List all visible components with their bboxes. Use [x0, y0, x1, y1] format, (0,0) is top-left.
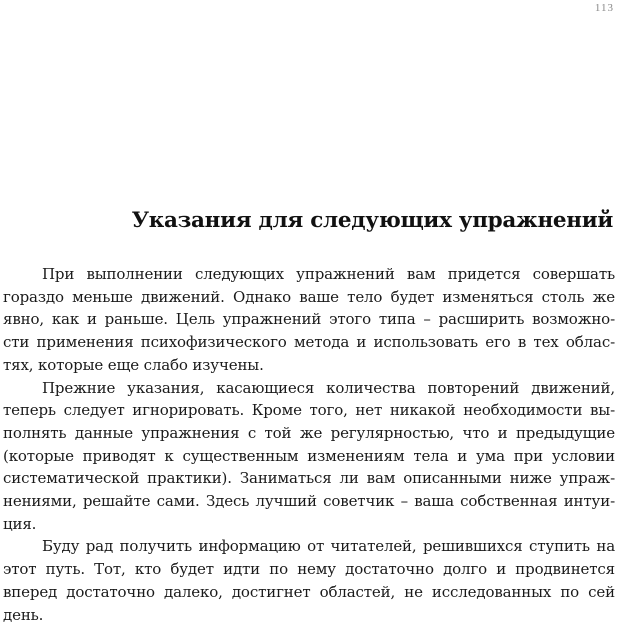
- text-line: При выполнении следующих упражнений вам придется совершать: [42, 265, 615, 283]
- page-number: 113: [594, 2, 614, 14]
- body-text: [3, 263, 615, 626]
- text-line: явно, как и раньше. Цель упражнений этого типа – расширить возможно-: [3, 310, 615, 329]
- text-line: Буду рад получить информацию от читателей, решившихся ступить на: [42, 537, 615, 556]
- text-line: ция.: [3, 514, 37, 533]
- text-line: нениями, решайте сами. Здесь лучший советчик – ваша собственная интуи-: [3, 492, 615, 511]
- text-line: день.: [3, 605, 44, 624]
- text-line: сти применения психофизического метода и использовать его в тех облас-: [3, 333, 615, 352]
- text-line: теперь следует игнорировать. Кроме того, нет никакой необходимости вы-: [3, 401, 615, 420]
- section-heading: Указания для следующих упражнений: [131, 208, 613, 233]
- text-line: гораздо меньше движений. Однако ваше тело будет изменяться столь же: [3, 287, 615, 306]
- text-line: (которые приводят к существенным изменениям тела и ума при условии: [3, 446, 615, 465]
- text-line: Прежние указания, касающиеся количества повторений движений,: [42, 378, 615, 397]
- paragraph-1: [3, 263, 615, 377]
- paragraph-3: [3, 535, 615, 626]
- text-line: вперед достаточно далеко, достигнет областей, не исследованных по сей: [3, 582, 615, 601]
- text-line: систематической практики). Заниматься ли вам описанными ниже упраж-: [3, 469, 615, 488]
- text-line: полнять данные упражнения с той же регулярностью, что и предыдущие: [3, 423, 615, 442]
- paragraph-2: [3, 377, 615, 536]
- text-line: этот путь. Тот, кто будет идти по нему достаточно долго и продвинется: [3, 560, 615, 579]
- text-line: тях, которые еще слабо изучены.: [3, 355, 264, 374]
